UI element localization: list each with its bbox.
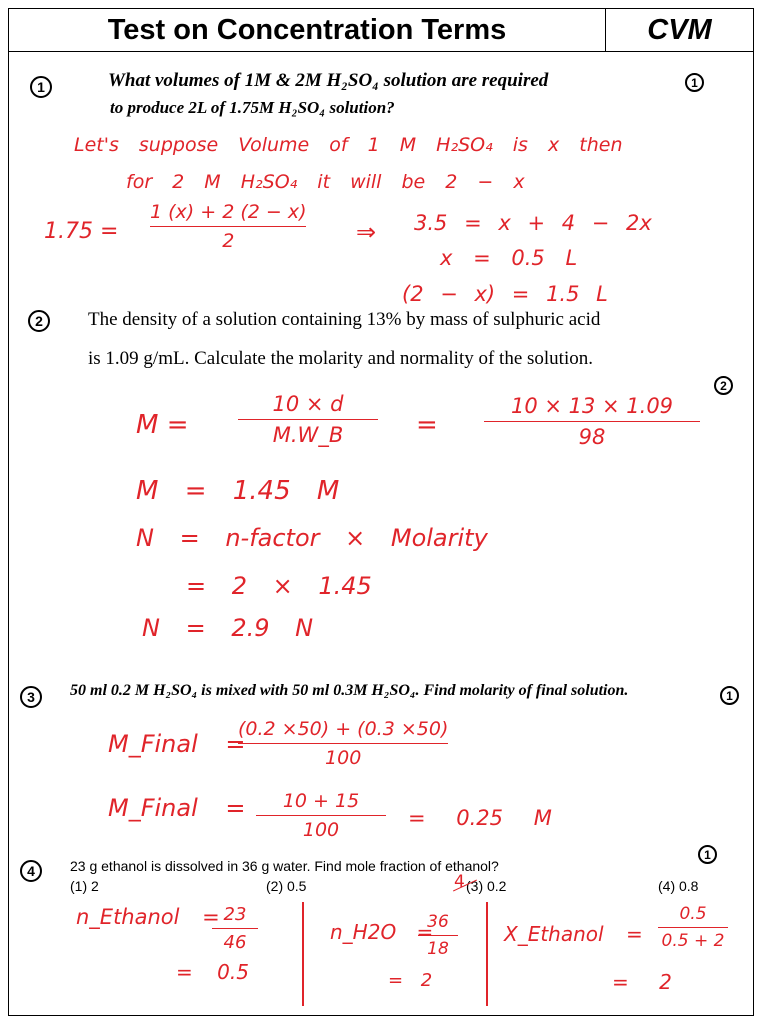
q4-ans-fraction2 <box>418 912 458 959</box>
header <box>8 8 754 52</box>
q4-text: 23 g ethanol is dissolved in 36 g water. Find mole fraction of ethanol? <box>70 858 499 874</box>
q4-ans-fraction3 <box>658 904 728 951</box>
q3-ans-fraction1-denominator: 100 <box>325 747 362 769</box>
q4-ans-result3: = 2 <box>612 970 672 994</box>
q1-ans-fraction <box>150 201 306 252</box>
q3-text: 50 ml 0.2 M H₂SO₄ is mixed with 50 ml 0.3M H₂SO₄. Find molarity of final solution. <box>70 682 629 699</box>
q1-ans-line1: Let's suppose Volume of 1 M H₂SO₄ is x then <box>74 134 623 156</box>
q4-option-3: (3) 0.2 <box>466 878 507 894</box>
q2-text-line2: is 1.09 g/mL. Calculate the molarity and normality of the solution. <box>88 348 593 369</box>
q2-ans-molarity: M = 1.45 M <box>136 476 340 506</box>
q4-option-2: (2) 0.5 <box>266 878 307 894</box>
q3-marks: 1 <box>720 686 739 705</box>
q3-ans-fraction1-numerator: (0.2 ×50) + (0.3 ×50) <box>238 718 449 740</box>
q4-marks: 1 <box>698 845 717 864</box>
q4-ans-result1: = 0.5 <box>176 960 249 984</box>
q3-ans-lhs1: M_Final = <box>108 730 246 758</box>
q4-divider-2 <box>486 902 488 1006</box>
q3-ans-fraction2 <box>256 790 386 841</box>
q4-ans-lhs2: n_H2O = <box>330 920 434 944</box>
q2-ans-m-lhs: M = <box>136 410 189 440</box>
q4-ans-fraction2-denominator: 18 <box>427 939 449 959</box>
q2-ans-normality-result: N = 2.9 N <box>142 614 314 642</box>
q2-ans-fraction2-denominator: 98 <box>578 425 606 449</box>
q4-ans-lhs3: X_Ethanol = <box>504 922 643 946</box>
question-number-3: 3 <box>20 686 42 708</box>
q1-ans-lhs: 1.75 = <box>44 219 119 244</box>
question-number-1: 1 <box>30 76 52 98</box>
q2-ans-fraction2-numerator: 10 × 13 × 1.09 <box>510 394 674 418</box>
q4-ans-lhs1: n_Ethanol = <box>76 905 220 929</box>
q4-ans-fraction1-denominator: 46 <box>223 932 247 953</box>
q4-struck-number: 4 <box>454 872 465 892</box>
brand-logo: CVM <box>647 13 712 46</box>
question-number-2: 2 <box>28 310 50 332</box>
q2-ans-equals: = <box>416 410 438 440</box>
q4-ans-result2: = 2 <box>388 970 433 991</box>
q4-option-4: (4) 0.8 <box>658 878 699 894</box>
q2-ans-fraction1 <box>238 392 378 447</box>
q1-text-line1: What volumes of 1M & 2M H₂SO₄ solution are required <box>108 70 549 91</box>
q4-ans-fraction2-numerator: 36 <box>427 912 449 932</box>
q4-ans-fraction1 <box>212 904 258 953</box>
q4-ans-fraction3-numerator: 0.5 <box>679 904 707 924</box>
q1-implies-arrow: ⇒ <box>356 218 377 246</box>
question-number-4: 4 <box>20 860 42 882</box>
q4-option-1: (1) 2 <box>70 878 99 894</box>
q1-ans-denominator: 2 <box>222 230 235 252</box>
q4-divider-1 <box>302 902 304 1006</box>
q2-ans-fraction1-denominator: M.W_B <box>272 423 344 447</box>
q2-ans-fraction2 <box>484 394 700 449</box>
q1-ans-line2: for 2 M H₂SO₄ it will be 2 − x <box>126 171 525 193</box>
q3-ans-result: = 0.25 M <box>408 806 552 830</box>
q2-ans-normality-formula: N = n-factor × Molarity <box>136 524 488 552</box>
q3-ans-fraction2-denominator: 100 <box>302 819 340 841</box>
q3-ans-fraction2-numerator: 10 + 15 <box>282 790 360 812</box>
q2-marks: 2 <box>714 376 733 395</box>
q1-ans-step3: (2 − x) = 1.5 L <box>402 282 608 306</box>
q1-text-line2: to produce 2L of 1.75M H₂SO₄ solution? <box>110 98 395 117</box>
q2-ans-fraction1-numerator: 10 × d <box>272 392 344 416</box>
q3-ans-lhs2: M_Final = <box>108 794 246 822</box>
q3-ans-fraction1 <box>238 718 448 769</box>
page-title: Test on Concentration Terms <box>9 9 606 51</box>
q4-ans-fraction3-denominator: 0.5 + 2 <box>661 931 725 951</box>
q1-ans-numerator: 1 (x) + 2 (2 − x) <box>150 201 307 223</box>
q2-text-line1: The density of a solution containing 13% by mass of sulphuric acid <box>88 309 601 330</box>
q1-ans-step2: x = 0.5 L <box>440 246 578 270</box>
q2-ans-normality-substitution: = 2 × 1.45 <box>186 572 372 600</box>
q1-ans-step1: 3.5 = x + 4 − 2x <box>414 211 652 235</box>
q1-marks: 1 <box>685 73 704 92</box>
q4-ans-fraction1-numerator: 23 <box>223 904 247 925</box>
